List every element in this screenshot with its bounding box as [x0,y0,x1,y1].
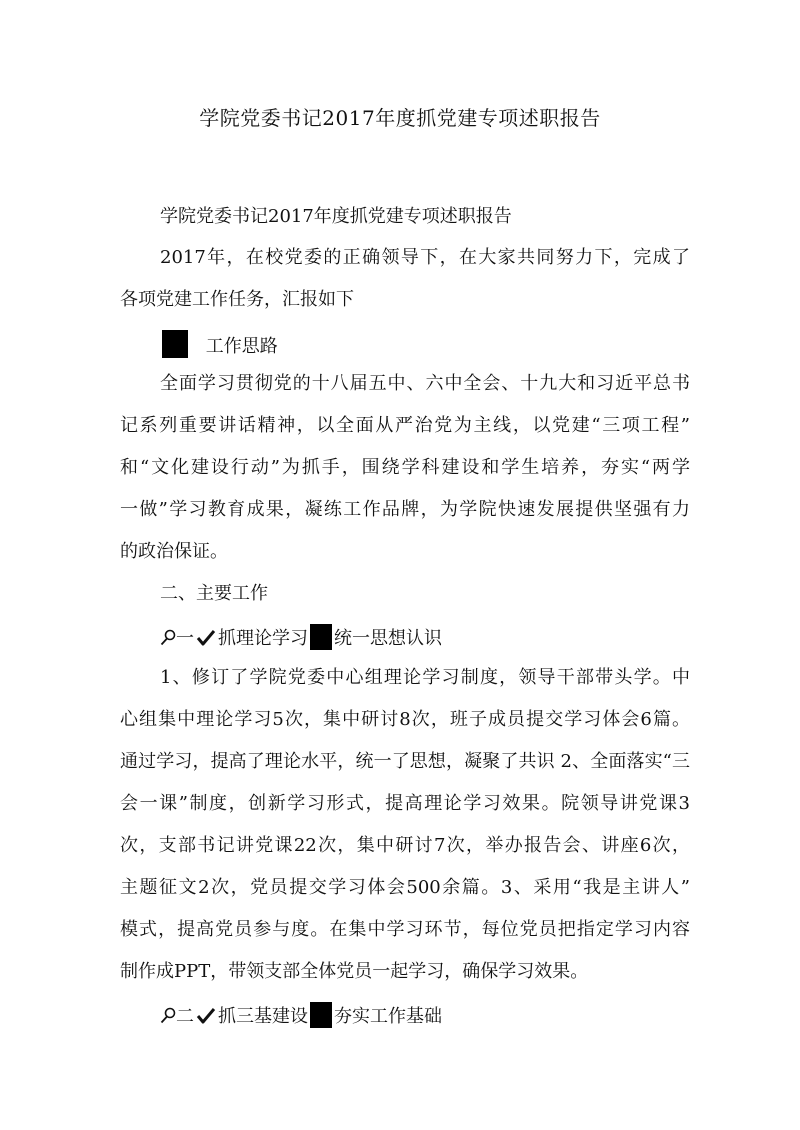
sub1-line-6: 主题征文2次，党员提交学习体会500余篇。3、采用“我是主讲人” [120,877,690,898]
sub1-line-2: 心组集中理论学习5次，集中研讨8次，班子成员提交学习体会6篇。 [120,709,690,730]
redaction-block [310,1002,332,1028]
redaction-block [310,624,332,650]
section1-line-5: 的政治保证。 [120,541,228,562]
sub1-line-4: 会一课”制度，创新学习形式，提高理论学习效果。院领导讲党课3 [120,793,690,814]
subheading-2-row [160,1002,690,1032]
sub1-line-7: 模式，提高党员参与度。在集中学习环节，每位党员把指定学习内容 [120,919,690,940]
sub1-line-1: 1、修订了学院党委中心组理论学习制度，领导干部带头学。中 [160,667,690,688]
subheading-1-right: 统一思想认识 [334,628,442,649]
search-icon [160,1007,176,1032]
section2-heading: 二、主要工作 [160,583,268,604]
intro-paragraph-line-1: 2017年，在校党委的正确领导下，在大家共同努力下，完成了 [160,247,690,268]
subheading-1-left: 抓理论学习 [218,628,308,649]
intro-paragraph-line-2: 各项党建工作任务，汇报如下 [120,289,354,310]
checkmark-icon [196,1007,216,1032]
subheading-1-number: 一 [176,628,194,649]
search-icon [160,629,176,654]
subheading-2-left: 抓三基建设 [218,1006,308,1027]
section1-line-2: 记系列重要讲话精神，以全面从严治党为主线，以党建“三项工程” [120,415,690,436]
section1-line-4: 一做”学习教育成果，凝练工作品牌，为学院快速发展提供坚强有力 [120,499,690,520]
sub1-line-3: 通过学习，提高了理论水平，统一了思想，凝聚了共识 2、全面落实“三 [120,751,690,772]
subheading-2-number: 二 [176,1006,194,1027]
checkmark-icon [196,629,216,654]
section1-line-1: 全面学习贯彻党的十八届五中、六中全会、十九大和习近平总书 [160,373,690,394]
section1-line-3: 和“文化建设行动”为抓手，围绕学科建设和学生培养，夯实“两学 [120,457,690,478]
sub1-line-5: 次，支部书记讲党课22次，集中研讨7次，举办报告会、讲座6次， [120,835,690,856]
subheading-1-row [160,624,690,654]
subheading-2-right: 夯实工作基础 [334,1006,442,1027]
document-title: 学院党委书记2017年度抓党建专项述职报告 [199,106,601,130]
section1-heading-row [162,330,692,359]
section1-heading: 工作思路 [205,336,278,357]
document-subtitle: 学院党委书记2017年度抓党建专项述职报告 [160,206,512,227]
redaction-block [162,330,188,358]
sub1-line-8: 制作成PPT，带领支部全体党员一起学习，确保学习效果。 [120,961,589,982]
